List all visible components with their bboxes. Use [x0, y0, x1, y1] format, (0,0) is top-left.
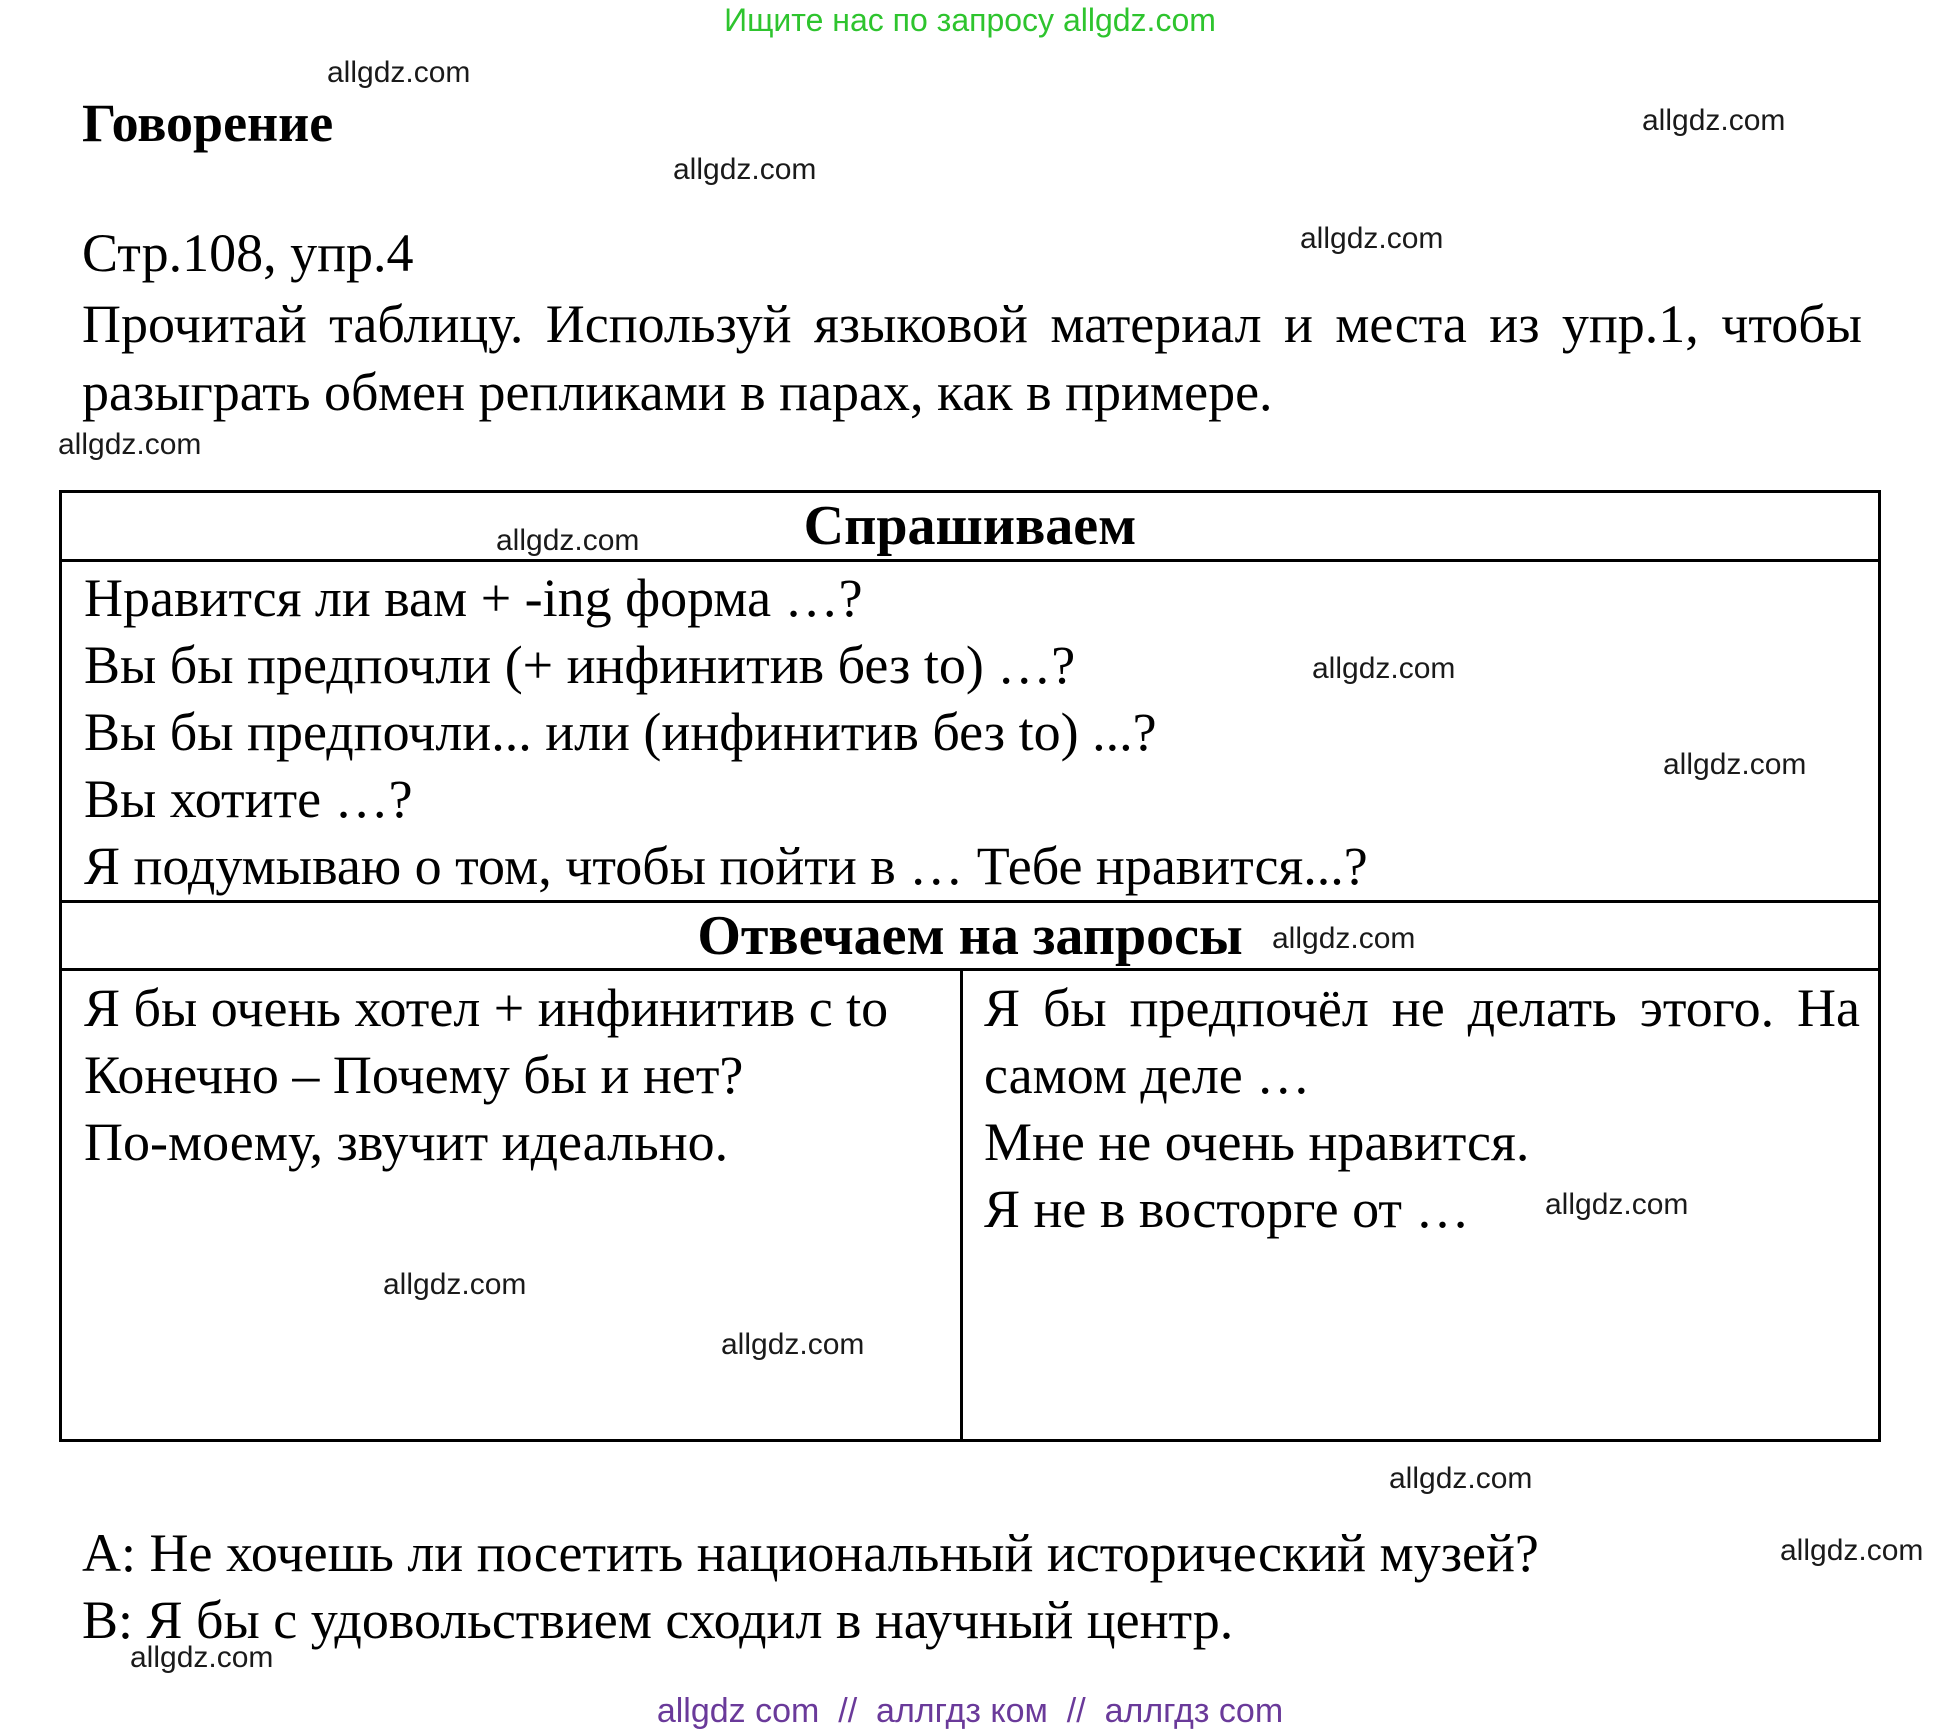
dialogue-line-b: B: Я бы с удовольствием сходил в научный центр. — [82, 1590, 1234, 1650]
ask-phrase: Я подумываю о том, чтобы пойти в … Тебе нравится...? — [84, 836, 1368, 896]
ask-phrases — [84, 565, 1368, 900]
watermark: allgdz.com — [721, 1328, 865, 1361]
answer-phrase: Конечно – Почему бы и нет? — [84, 1045, 744, 1105]
watermark: allgdz.com — [673, 153, 817, 186]
table-divider — [62, 968, 1878, 971]
answer-negative-column — [984, 975, 1860, 1243]
watermark: allgdz.com — [383, 1268, 527, 1301]
answer-phrase: Я не в восторге от … — [984, 1179, 1470, 1239]
watermark: allgdz.com — [1642, 104, 1786, 137]
answer-phrase: По-моему, звучит идеально. — [84, 1112, 729, 1172]
ask-phrase: Вы хотите …? — [84, 769, 413, 829]
phrase-table — [59, 490, 1881, 1442]
watermark: allgdz.com — [1780, 1534, 1924, 1567]
table-divider — [62, 559, 1878, 562]
ask-phrase: Вы бы предпочли... или (инфинитив без to) ...? — [84, 702, 1157, 762]
watermark: allgdz.com — [1300, 222, 1444, 255]
ask-phrase: Вы бы предпочли (+ инфинитив без to) …? — [84, 635, 1076, 695]
dialogue-line-a: A: Не хочешь ли посетить национальный исторический музей? — [82, 1523, 1539, 1583]
exercise-instruction: Прочитай таблицу. Используй языковой материал и места из упр.1, чтобы разыграть обмен репликами в парах, как в примере. — [82, 294, 1862, 422]
watermark: allgdz.com — [1663, 748, 1807, 781]
watermark: allgdz.com — [496, 524, 640, 557]
watermark: allgdz.com — [1272, 922, 1416, 955]
watermark: allgdz.com — [1389, 1462, 1533, 1495]
search-banner: Ищите нас по запросу allgdz.com — [724, 2, 1216, 38]
watermark: allgdz.com — [130, 1641, 274, 1674]
watermark: allgdz.com — [327, 56, 471, 89]
watermark: allgdz.com — [58, 428, 202, 461]
section-title: Говорение — [82, 93, 334, 153]
ask-phrase: Нравится ли вам + -ing форма …? — [84, 568, 863, 628]
watermark: allgdz.com — [1312, 652, 1456, 685]
answer-phrase: Я бы предпочёл не делать этого. На самом деле … — [984, 978, 1860, 1105]
exercise-reference: Стр.108, упр.4 — [82, 223, 414, 283]
footer-watermark: allgdz com // аллгдз ком // аллгдз com — [656, 1692, 1284, 1730]
answer-phrase: Мне не очень нравится. — [984, 1112, 1530, 1172]
answer-phrase: Я бы очень хотел + инфинитив с to — [84, 978, 889, 1038]
answer-header: Отвечаем на запросы — [697, 905, 1243, 967]
watermark: allgdz.com — [1545, 1188, 1689, 1221]
column-divider — [960, 970, 963, 1439]
answer-positive-column — [84, 975, 940, 1176]
ask-header: Спрашиваем — [803, 495, 1137, 557]
